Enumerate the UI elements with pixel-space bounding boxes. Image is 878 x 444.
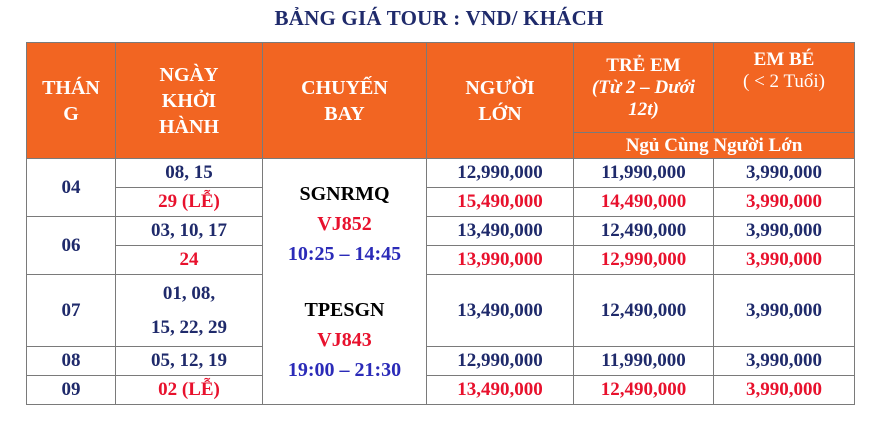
infant-price: 3,990,000 [714, 217, 855, 246]
adult-price: 13,490,000 [427, 217, 574, 246]
date-cell: 03, 10, 17 [116, 217, 263, 246]
child-header: TRẺ EM (Từ 2 – Dưới 12t) [574, 43, 714, 133]
date-cell: 01, 08, 15, 22, 29 [116, 275, 263, 347]
page-title: BẢNG GIÁ TOUR : VND/ KHÁCH [274, 6, 604, 30]
child-price: 11,990,000 [574, 347, 714, 376]
child-price: 12,490,000 [574, 376, 714, 405]
date-cell-holiday: 24 [116, 246, 263, 275]
adult-price: 12,990,000 [427, 159, 574, 188]
child-price: 12,490,000 [574, 275, 714, 347]
infant-price: 3,990,000 [714, 159, 855, 188]
return-route: TPESGN [304, 298, 385, 321]
adult-price: 13,990,000 [427, 246, 574, 275]
outbound-route: SGNRMQ [299, 182, 390, 205]
price-table [26, 42, 855, 405]
infant-price: 3,990,000 [714, 376, 855, 405]
child-price: 14,490,000 [574, 188, 714, 217]
month-header: THÁN G [27, 43, 116, 159]
date-cell: 05, 12, 19 [116, 347, 263, 376]
month-cell: 07 [27, 275, 116, 347]
return-flight-code: VJ843 [317, 328, 372, 351]
adult-header: NGƯỜI LỚN [427, 43, 574, 159]
child-price: 12,990,000 [574, 246, 714, 275]
date-cell: 08, 15 [116, 159, 263, 188]
month-cell: 04 [27, 159, 116, 217]
return-time: 19:00 – 21:30 [287, 358, 402, 381]
infant-price: 3,990,000 [714, 246, 855, 275]
outbound-time: 10:25 – 14:45 [287, 242, 402, 265]
infant-price: 3,990,000 [714, 347, 855, 376]
infant-header: EM BÉ ( < 2 Tuổi) [714, 43, 855, 133]
flight-info-cell [263, 159, 427, 405]
infant-price: 3,990,000 [714, 275, 855, 347]
date-cell-holiday: 29 (LỄ) [116, 188, 263, 217]
child-price: 12,490,000 [574, 217, 714, 246]
flight-header: CHUYẾN BAY [263, 43, 427, 159]
month-cell: 09 [27, 376, 116, 405]
adult-price: 13,490,000 [427, 376, 574, 405]
infant-price: 3,990,000 [714, 188, 855, 217]
adult-price: 12,990,000 [427, 347, 574, 376]
adult-price: 15,490,000 [427, 188, 574, 217]
date-cell-holiday: 02 (LỄ) [116, 376, 263, 405]
shared-bed-header: Ngủ Cùng Người Lớn [574, 133, 855, 159]
departure-date-header: NGÀY KHỞI HÀNH [116, 43, 263, 159]
month-cell: 06 [27, 217, 116, 275]
outbound-flight-code: VJ852 [317, 212, 372, 235]
month-cell: 08 [27, 347, 116, 376]
child-price: 11,990,000 [574, 159, 714, 188]
adult-price: 13,490,000 [427, 275, 574, 347]
